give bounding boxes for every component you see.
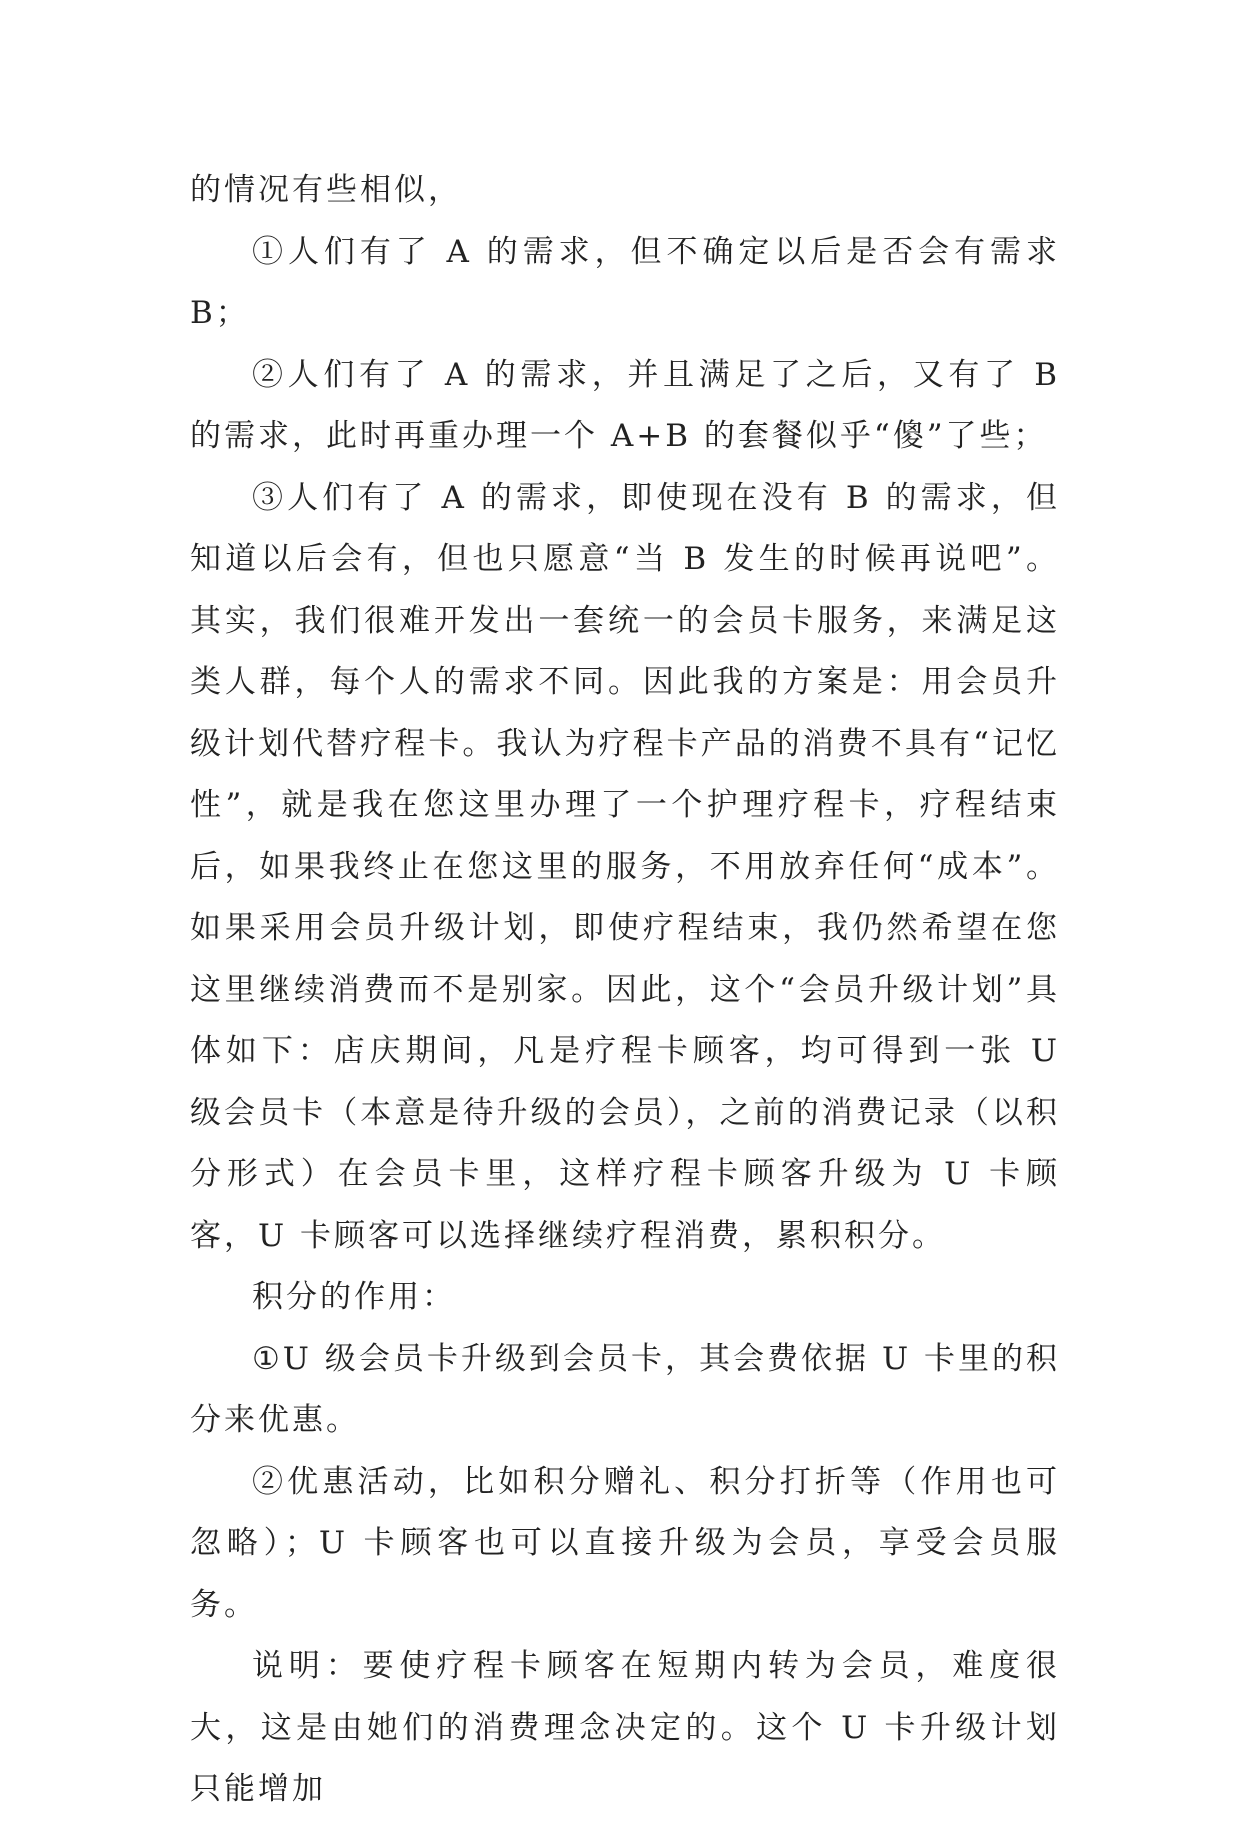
paragraph-points-heading: 积分的作用： [252,1279,456,1315]
document-body [190,160,1060,1821]
paragraph-continuation: 的情况有些相似， [190,172,462,208]
paragraph-point-1: ①人们有了 A 的需求，但不确定以后是否会有需求 B； [190,233,1060,331]
paragraph-explanation: 说明：要使疗程卡顾客在短期内转为会员，难度很大，这是由她们的消费理念决定的。这个 U 卡升级计划只能增加 [190,1648,1060,1807]
paragraph-point-2: ②人们有了 A 的需求，并且满足了之后，又有了 B 的需求，此时再重办理一个 A+B 的套餐似乎“傻”了些； [190,356,1060,454]
paragraph-points-item-2: ②优惠活动，比如积分赠礼、积分打折等（作用也可忽略）；U 卡顾客也可以直接升级为会员，享受会员服务。 [190,1463,1060,1623]
paragraph-point-3: ③人们有了 A 的需求，即使现在没有 B 的需求，但知道以后会有，但也只愿意“当 B 发生的时候再说吧”。其实，我们很难开发出一套统一的会员卡服务，来满足这类人群，每个人的需求不同。因此我的方案是：用会员升级计划代替疗程卡。我认为疗程卡产品的消费不具有“记忆性”，就是我在您这里办理了一个护理疗程卡，疗程结束后，如果我终止在您这里的服务，不用放弃任何“成本”。如果采用会员升级计划，即使疗程结束，我仍然希望在您这里继续消费而不是别家。因此，这个“会员升级计划”具体如下：店庆期间，凡是疗程卡顾客，均可得到一张 U 级会员卡（本意是待升级的会员），之前的消费记录（以积分形式）在会员卡里，这样疗程卡顾客升级为 U 卡顾客，U 卡顾客可以选择继续疗程消费，累积积分。 [190,479,1060,1254]
paragraph-points-item-1: ①U 级会员卡升级到会员卡，其会费依据 U 卡里的积分来优惠。 [190,1340,1060,1438]
